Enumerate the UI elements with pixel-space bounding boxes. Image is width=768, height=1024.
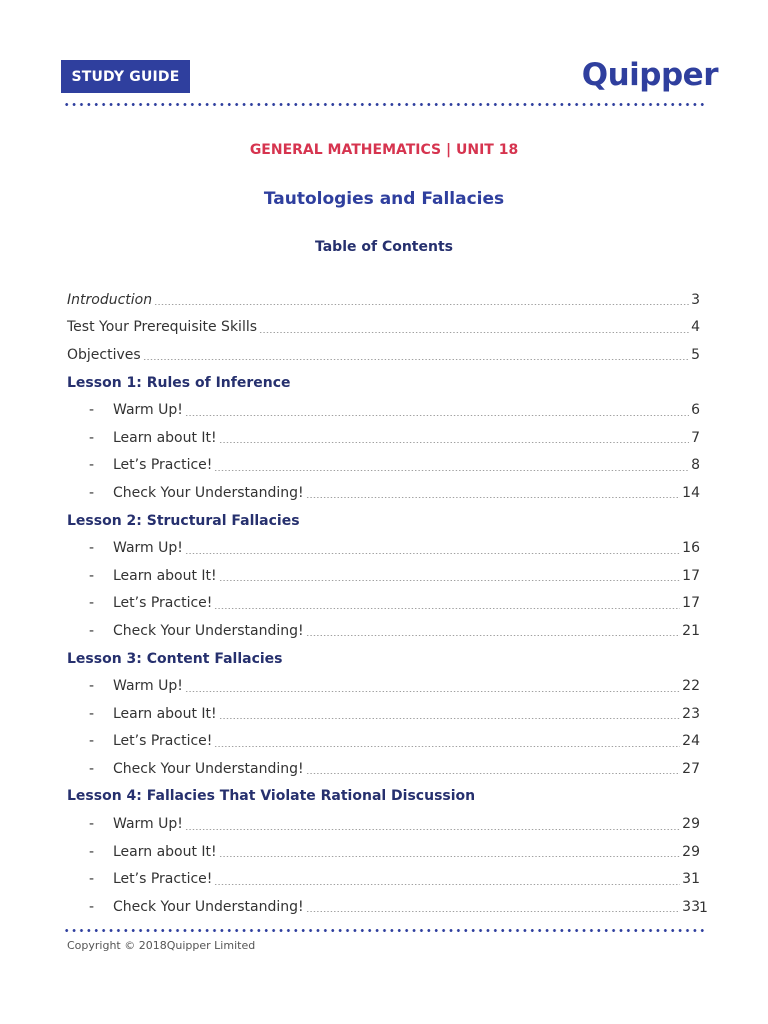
bullet-dash: - [89, 760, 95, 777]
page-number: 1 [699, 900, 708, 916]
toc-entry-page: 16 [682, 540, 700, 557]
dot-leader [185, 829, 680, 830]
dot-leader [306, 497, 681, 498]
toc-entry-label: Check Your Understanding! [113, 484, 304, 501]
toc-entry-label: Let’s Practice! [113, 595, 213, 612]
toc-entry-prerequisite[interactable] [67, 314, 700, 342]
toc-entry-page: 17 [682, 567, 700, 584]
toc-entry-label: Check Your Understanding! [113, 898, 304, 915]
toc-subentry[interactable] [67, 865, 700, 893]
toc-entry-page: 8 [691, 457, 700, 474]
toc-subentry[interactable] [67, 755, 700, 783]
toc-subentry[interactable] [67, 452, 700, 480]
dot-leader [214, 746, 680, 747]
toc-entry-page: 33 [682, 898, 700, 915]
toc-subentry[interactable] [67, 617, 700, 645]
dot-leader [214, 884, 680, 885]
toc-entry-label: Learn about It! [113, 567, 217, 584]
toc-entry-page: 17 [682, 595, 700, 612]
bullet-dash: - [89, 622, 95, 639]
lesson-1-heading[interactable] [67, 369, 700, 397]
toc-entry-page: 5 [691, 346, 700, 363]
toc-subentry[interactable] [67, 590, 700, 618]
toc-entry-page: 21 [682, 622, 700, 639]
toc-entry-label: Warm Up! [113, 540, 183, 557]
toc-entry-page: 22 [682, 678, 700, 695]
bullet-dash: - [89, 429, 95, 446]
toc-subentry[interactable] [67, 810, 700, 838]
unit-line: GENERAL MATHEMATICS | UNIT 18 [249, 142, 519, 158]
lesson-title: Lesson 1: Rules of Inference [67, 374, 291, 391]
header-dotted-divider [63, 103, 708, 106]
dot-leader [185, 553, 680, 554]
toc-entry-label: Let’s Practice! [113, 733, 213, 750]
dot-leader [214, 470, 689, 471]
bullet-dash: - [89, 540, 95, 557]
toc-subentry[interactable] [67, 396, 700, 424]
bullet-dash: - [89, 871, 95, 888]
lesson-4-heading[interactable] [67, 783, 700, 811]
bullet-dash: - [89, 595, 95, 612]
toc-entry-page: 23 [682, 705, 700, 722]
toc-entry-page: 7 [691, 429, 700, 446]
lesson-2-heading[interactable] [67, 507, 700, 535]
toc-entry-page: 14 [682, 484, 700, 501]
bullet-dash: - [89, 705, 95, 722]
copyright-notice: Copyright © 2018Quipper Limited [67, 939, 256, 952]
toc-entry-label: Learn about It! [113, 843, 217, 860]
dot-leader [219, 442, 689, 443]
dot-leader [259, 332, 689, 333]
lesson-title: Lesson 4: Fallacies That Violate Rational Discussion [67, 788, 476, 805]
toc-entry-label: Check Your Understanding! [113, 622, 304, 639]
bullet-dash: - [89, 816, 95, 833]
toc-entry-label: Warm Up! [113, 402, 183, 419]
footer-dotted-divider [63, 929, 708, 932]
dot-leader [185, 691, 680, 692]
toc-entry-label: Check Your Understanding! [113, 760, 304, 777]
bullet-dash: - [89, 733, 95, 750]
toc-subentry[interactable] [67, 838, 700, 866]
toc-entry-page: 24 [682, 733, 700, 750]
toc-entry-label: Objectives [67, 346, 141, 363]
bullet-dash: - [89, 898, 95, 915]
bullet-dash: - [89, 678, 95, 695]
toc-subentry[interactable] [67, 424, 700, 452]
toc-entry-label: Let’s Practice! [113, 457, 213, 474]
toc-subentry[interactable] [67, 700, 700, 728]
toc-subentry[interactable] [67, 534, 700, 562]
toc-entry-label: Warm Up! [113, 816, 183, 833]
quipper-logo: Quipper [581, 57, 718, 93]
dot-leader [219, 856, 681, 857]
dot-leader [219, 580, 681, 581]
dot-leader [143, 359, 689, 360]
lesson-title: Lesson 3: Content Fallacies [67, 650, 283, 667]
toc-entry-page: 29 [682, 843, 700, 860]
toc-entry-label: Test Your Prerequisite Skills [67, 319, 258, 336]
toc-entry-label: Learn about It! [113, 429, 217, 446]
dot-leader [306, 773, 681, 774]
toc-entry-introduction[interactable] [67, 286, 700, 314]
toc-entry-label: Learn about It! [113, 705, 217, 722]
toc-subentry[interactable] [67, 893, 700, 921]
lesson-title: Lesson 2: Structural Fallacies [67, 512, 300, 529]
bullet-dash: - [89, 484, 95, 501]
dot-leader [154, 304, 689, 305]
study-guide-badge: STUDY GUIDE [61, 60, 190, 93]
dot-leader [306, 635, 681, 636]
toc-entry-page: 3 [691, 291, 700, 308]
dot-leader [306, 911, 681, 912]
toc-entry-label: Let’s Practice! [113, 871, 213, 888]
toc-entry-page: 29 [682, 816, 700, 833]
toc-heading: Table of Contents [314, 239, 453, 255]
toc-entry-page: 6 [691, 402, 700, 419]
dot-leader [214, 608, 680, 609]
toc-entry-page: 27 [682, 760, 700, 777]
toc-subentry[interactable] [67, 479, 700, 507]
bullet-dash: - [89, 567, 95, 584]
dot-leader [185, 415, 689, 416]
dot-leader [219, 718, 681, 719]
bullet-dash: - [89, 402, 95, 419]
toc-subentry[interactable] [67, 728, 700, 756]
toc-subentry[interactable] [67, 562, 700, 590]
toc-subentry[interactable] [67, 672, 700, 700]
bullet-dash: - [89, 843, 95, 860]
page-title: Tautologies and Fallacies [263, 189, 505, 209]
table-of-contents [67, 286, 700, 921]
bullet-dash: - [89, 457, 95, 474]
toc-entry-page: 4 [691, 319, 700, 336]
toc-entry-label: Warm Up! [113, 678, 183, 695]
toc-entry-label: Introduction [67, 291, 153, 308]
lesson-3-heading[interactable] [67, 645, 700, 673]
toc-entry-objectives[interactable] [67, 341, 700, 369]
toc-entry-page: 31 [682, 871, 700, 888]
